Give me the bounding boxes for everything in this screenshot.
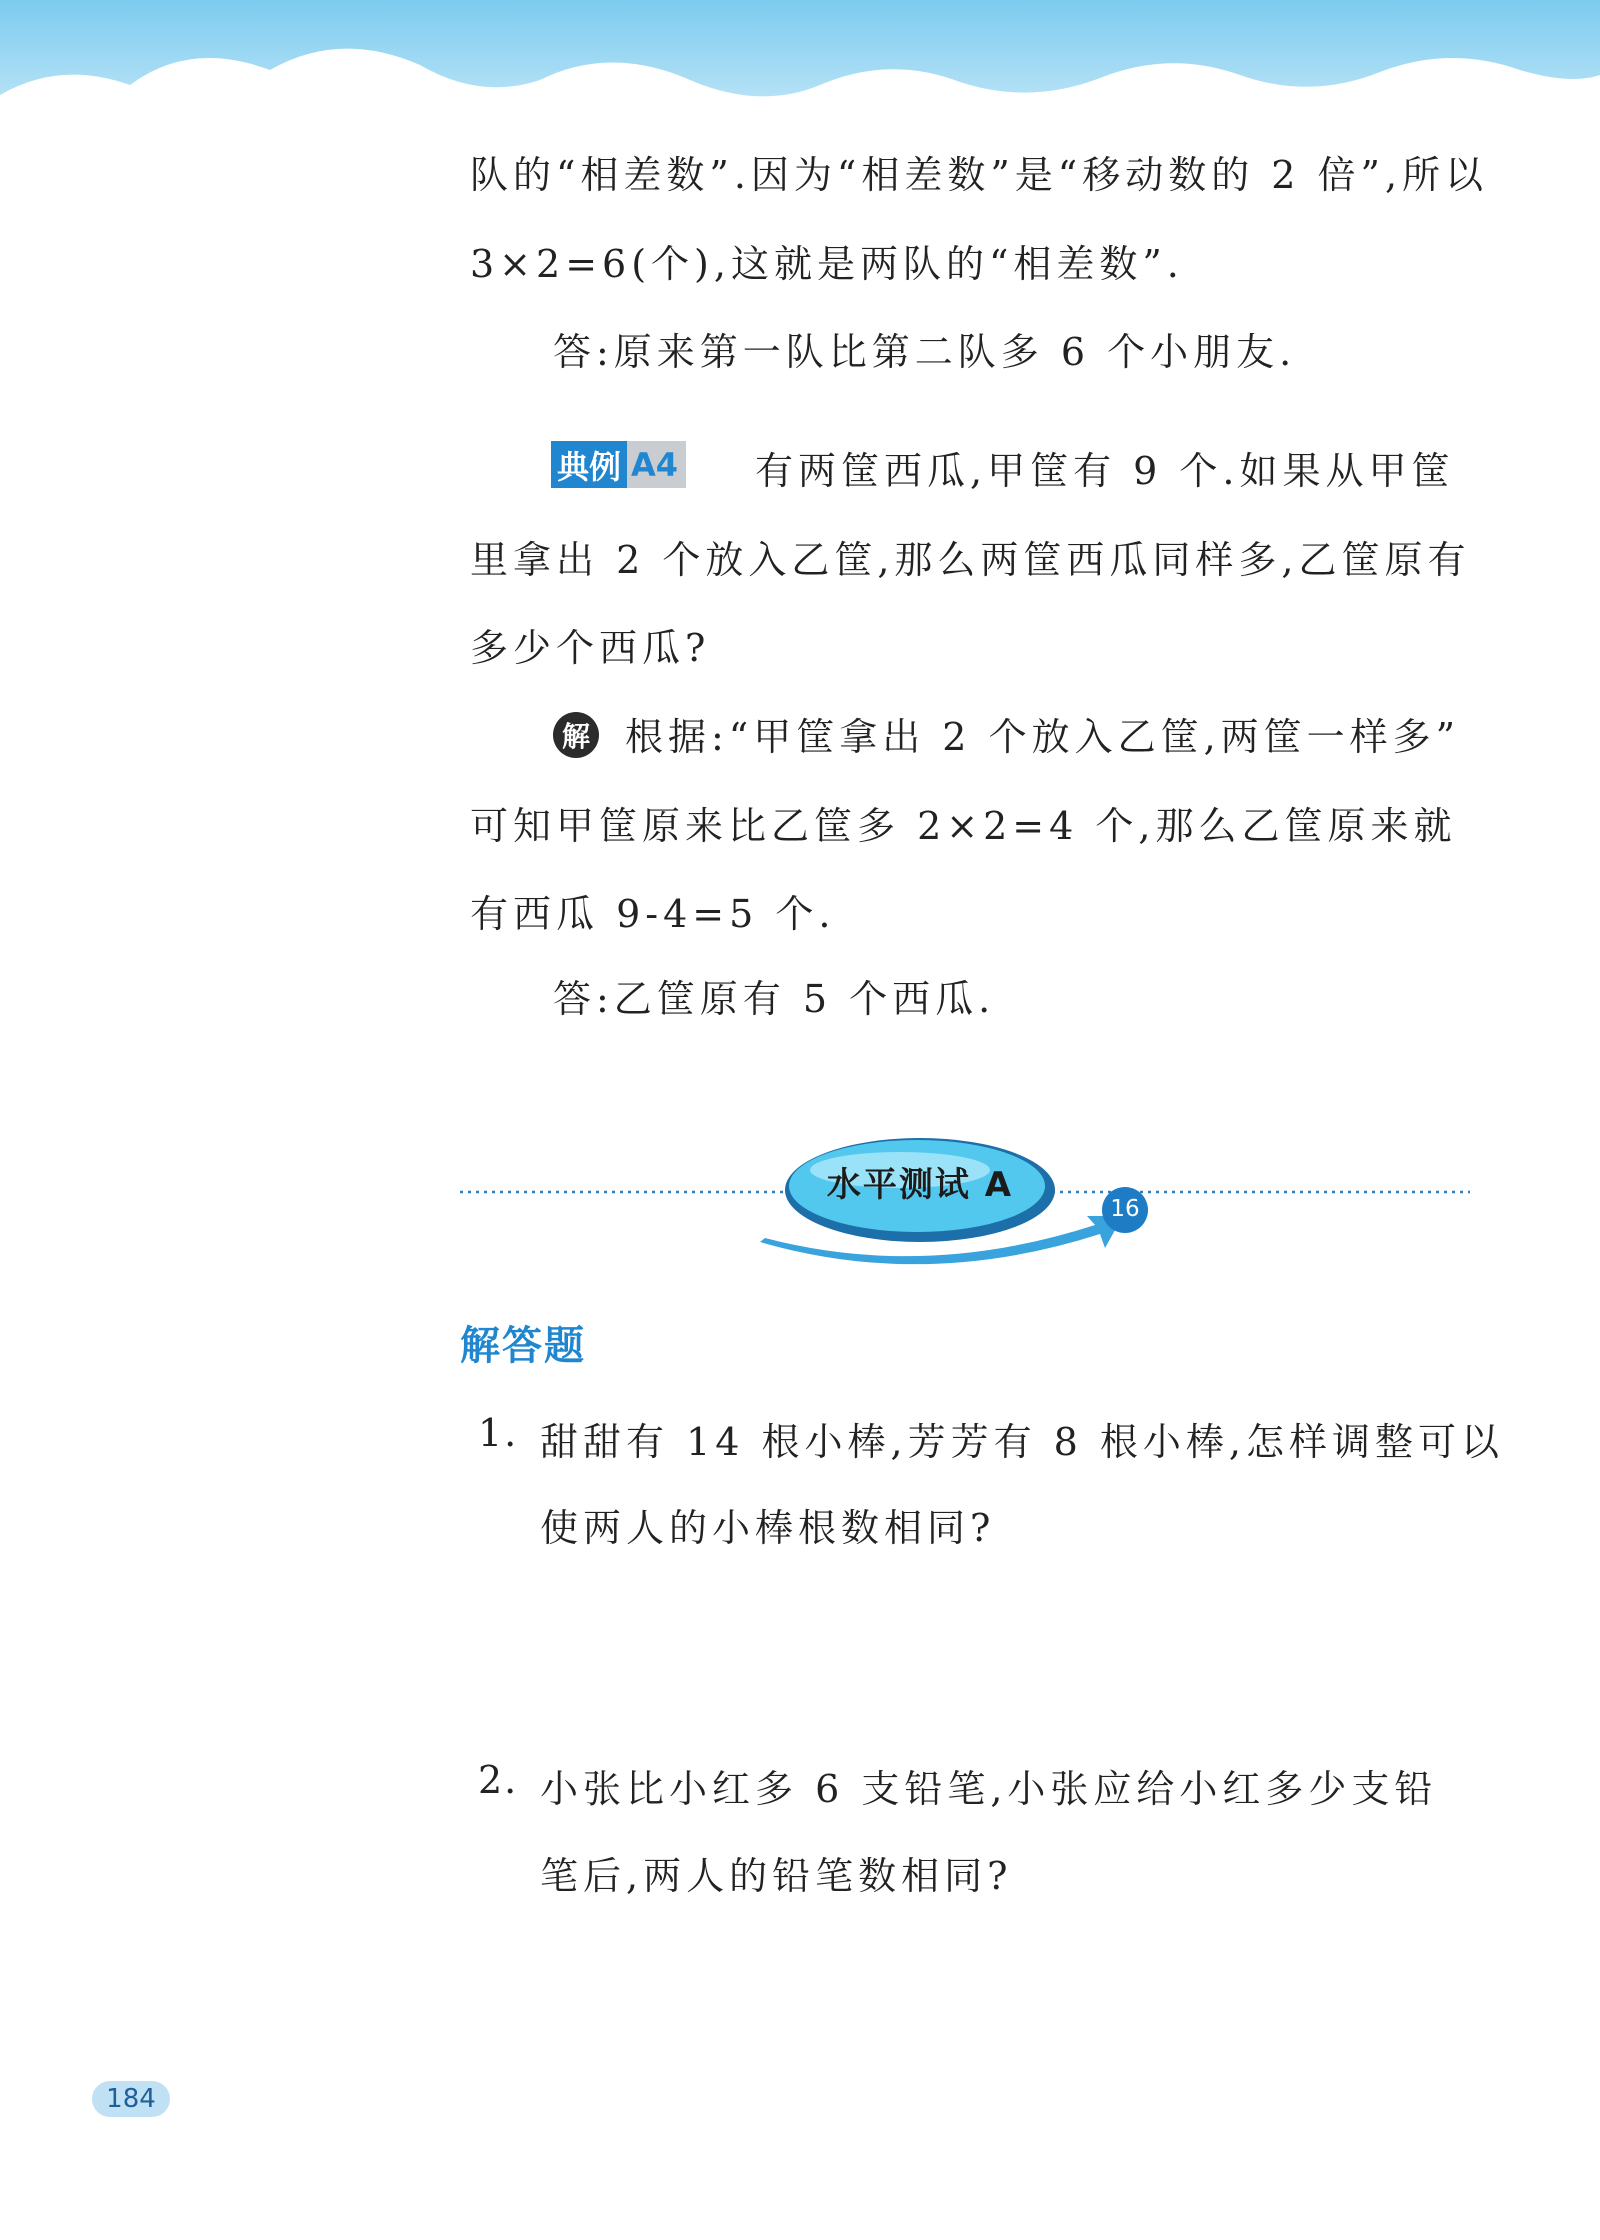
test-number-badge: 16 — [1110, 1196, 1140, 1222]
section-heading: 解答题 — [460, 1323, 586, 1369]
example-line-3: 多少个西瓜? — [470, 626, 711, 670]
question-2-line-2: 笔后,两人的铅笔数相同? — [540, 1854, 1013, 1898]
solution-line-1: 根据:“甲筐拿出 2 个放入乙筐,两筐一样多” — [625, 715, 1461, 759]
question-1-line-1: 甜甜有 14 根小棒,芳芳有 8 根小棒,怎样调整可以 — [540, 1420, 1505, 1464]
continuation-line-2: 3×2=6(个),这就是两队的“相差数”. — [470, 242, 1184, 286]
question-1-line-2: 使两人的小棒根数相同? — [540, 1506, 996, 1550]
question-2-line-1: 小张比小红多 6 支铅笔,小张应给小红多少支铅 — [540, 1767, 1438, 1811]
example-line-2: 里拿出 2 个放入乙筐,那么两筐西瓜同样多,乙筐原有 — [470, 538, 1471, 582]
solution-badge: 解 — [553, 712, 599, 758]
continuation-line-1: 队的“相差数”.因为“相差数”是“移动数的 2 倍”,所以 — [470, 153, 1489, 197]
solution-line-3: 有西瓜 9-4=5 个. — [470, 892, 836, 936]
solution-answer: 答:乙筐原有 5 个西瓜. — [553, 977, 996, 1021]
question-1-number: 1. — [478, 1411, 519, 1455]
test-banner-title: 水平测试 A — [826, 1165, 1014, 1205]
example-tag-code: A4 — [627, 441, 686, 488]
example-tag-label: 典例 — [551, 441, 627, 488]
example-tag — [551, 441, 686, 488]
page-number: 184 — [92, 2081, 170, 2117]
solution-line-2: 可知甲筐原来比乙筐多 2×2=4 个,那么乙筐原来就 — [470, 804, 1457, 848]
answer-line: 答:原来第一队比第二队多 6 个小朋友. — [553, 330, 1297, 374]
question-2-number: 2. — [478, 1758, 519, 1802]
example-line-1: 有两筐西瓜,甲筐有 9 个.如果从甲筐 — [755, 449, 1455, 493]
cloud-header-decoration — [0, 0, 1600, 150]
